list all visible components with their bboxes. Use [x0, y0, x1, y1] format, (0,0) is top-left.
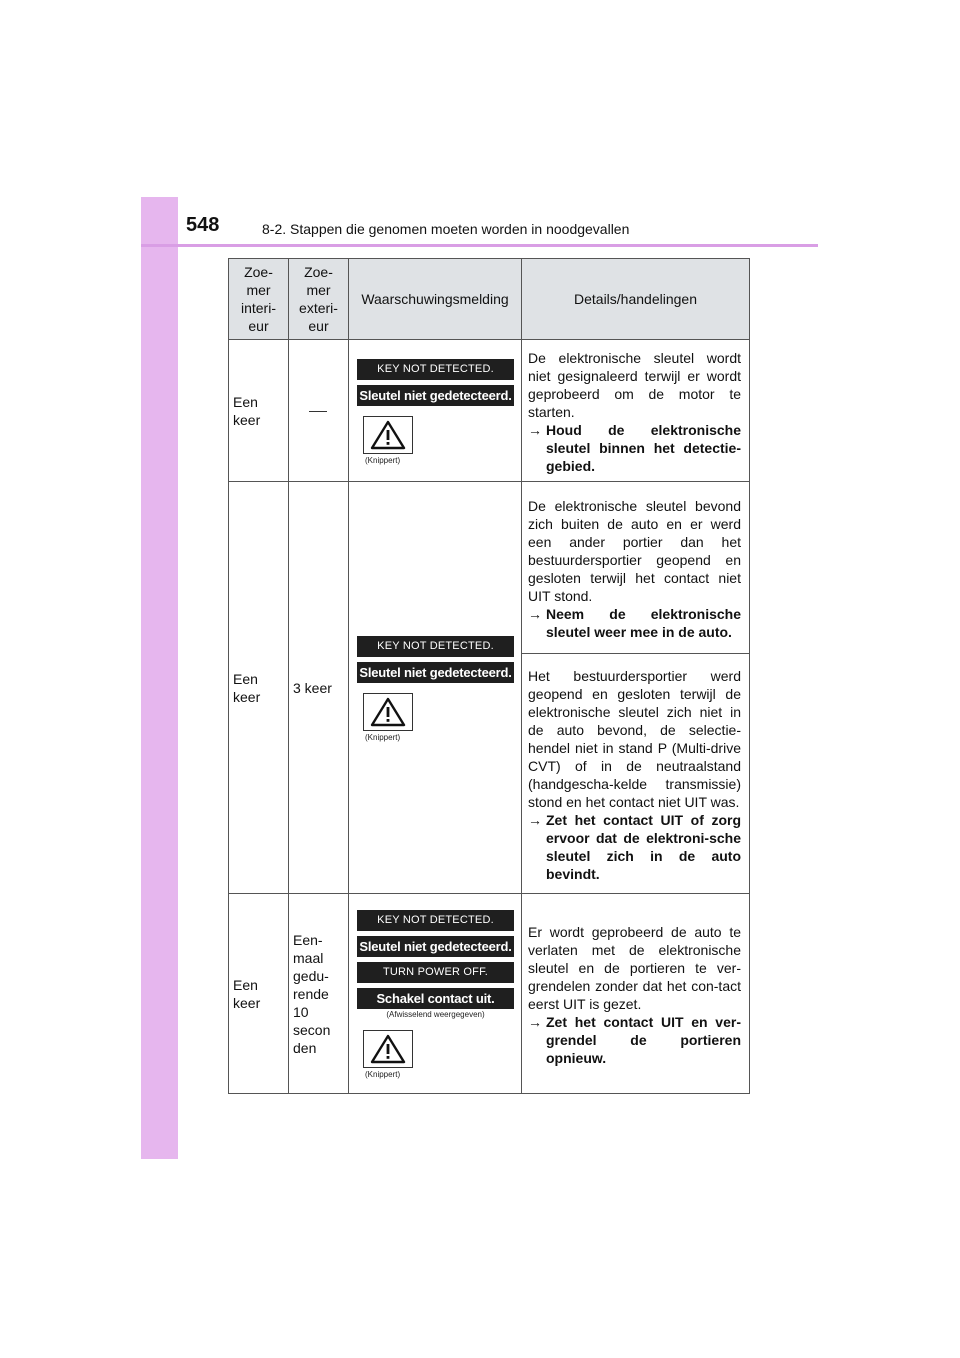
message-display: Sleutel niet gedetecteerd. — [357, 662, 514, 683]
message-display: Schakel contact uit. — [357, 988, 514, 1009]
action-item — [528, 1013, 741, 1067]
action-item — [528, 421, 741, 475]
blink-note: (Knippert) — [365, 1070, 401, 1079]
header-warning-message: Waarschuwingsmelding — [349, 259, 522, 340]
arrow-icon: → — [528, 811, 542, 828]
warning-triangle-icon — [363, 416, 413, 454]
details-cell — [522, 482, 750, 654]
arrow-icon: → — [528, 605, 542, 622]
table-row — [229, 894, 750, 1094]
action-text: Zet het contact UIT of zorg ervoor dat de elektroni-sche sleutel zich in de auto bevindt. — [546, 811, 741, 882]
table-row — [229, 482, 750, 654]
interior-buzzer-cell: Een keer — [229, 340, 289, 482]
exterior-buzzer-cell: Een- maal gedu- rende 10 secon den — [289, 894, 349, 1094]
warning-triangle-icon — [363, 693, 413, 731]
action-text: Zet het contact UIT en ver-grendel de portieren opnieuw. — [546, 1013, 741, 1066]
blink-note: (Knippert) — [365, 732, 401, 742]
arrow-icon: → — [528, 421, 542, 438]
header-exterior: Zoe- mer exteri- eur — [289, 259, 349, 340]
action-text: Houd de elektronische sleutel binnen het detectie-gebied. — [546, 421, 741, 474]
blink-note: (Knippert) — [365, 455, 401, 465]
arrow-icon: → — [528, 1013, 542, 1030]
sidebar-tab — [141, 197, 178, 1159]
message-display: KEY NOT DETECTED. — [357, 910, 514, 931]
interior-buzzer-cell: Een keer — [229, 482, 289, 894]
warning-message-cell — [349, 482, 522, 894]
page-number: 548 — [186, 214, 220, 236]
details-cell — [522, 340, 750, 482]
header-interior: Zoe- mer interi- eur — [229, 259, 289, 340]
header-rule — [141, 244, 818, 247]
table-row — [229, 340, 750, 482]
warning-table — [228, 258, 750, 1094]
details-cell — [522, 654, 750, 894]
message-display: Sleutel niet gedetecteerd. — [357, 936, 514, 957]
message-display: Sleutel niet gedetecteerd. — [357, 385, 514, 406]
dash — [309, 411, 327, 412]
details-text: De elektronische sleutel bevond zich buiten de auto en er werd een ander portier dan het bestuurdersportier geopend en gesloten terwijl het contact niet UIT stond. — [528, 497, 741, 604]
warning-message-cell — [349, 894, 522, 1094]
section-title: 8-2. Stappen die genomen moeten worden in noodgevallen — [262, 221, 630, 237]
action-item — [528, 811, 741, 883]
details-text: De elektronische sleutel wordt niet gesignaleerd terwijl er wordt geprobeerd om de motor te starten. — [528, 349, 741, 420]
message-display: TURN POWER OFF. — [357, 962, 514, 983]
action-text: Neem de elektronische sleutel weer mee in de auto. — [546, 605, 741, 640]
exterior-buzzer-cell: 3 keer — [289, 482, 349, 894]
details-cell — [522, 894, 750, 1094]
details-text: Er wordt geprobeerd de auto te verlaten met de elektronische sleutel en de portieren te ver-grendelen zonder dat het con-tact eerst UIT is gezet. — [528, 923, 741, 1012]
message-display: KEY NOT DETECTED. — [357, 636, 514, 657]
alternate-note: (Afwisselend weergegeven) — [386, 1010, 485, 1019]
action-item — [528, 605, 741, 641]
message-display: KEY NOT DETECTED. — [357, 359, 514, 380]
details-text: Het bestuurdersportier werd geopend en gesloten terwijl de elektronische sleutel zich niet in de auto bevond, de selectie-hendel niet in stand P (Multi-drive CVT) of in de neutraalstand (handgescha-kelde transmissie) stond en het contact niet UIT was. — [528, 667, 741, 810]
header-details: Details/handelingen — [522, 259, 750, 340]
warning-triangle-icon — [363, 1030, 413, 1068]
interior-buzzer-cell: Een keer — [229, 894, 289, 1094]
exterior-buzzer-cell — [289, 340, 349, 482]
table-header-row — [229, 259, 750, 340]
warning-message-cell — [349, 340, 522, 482]
